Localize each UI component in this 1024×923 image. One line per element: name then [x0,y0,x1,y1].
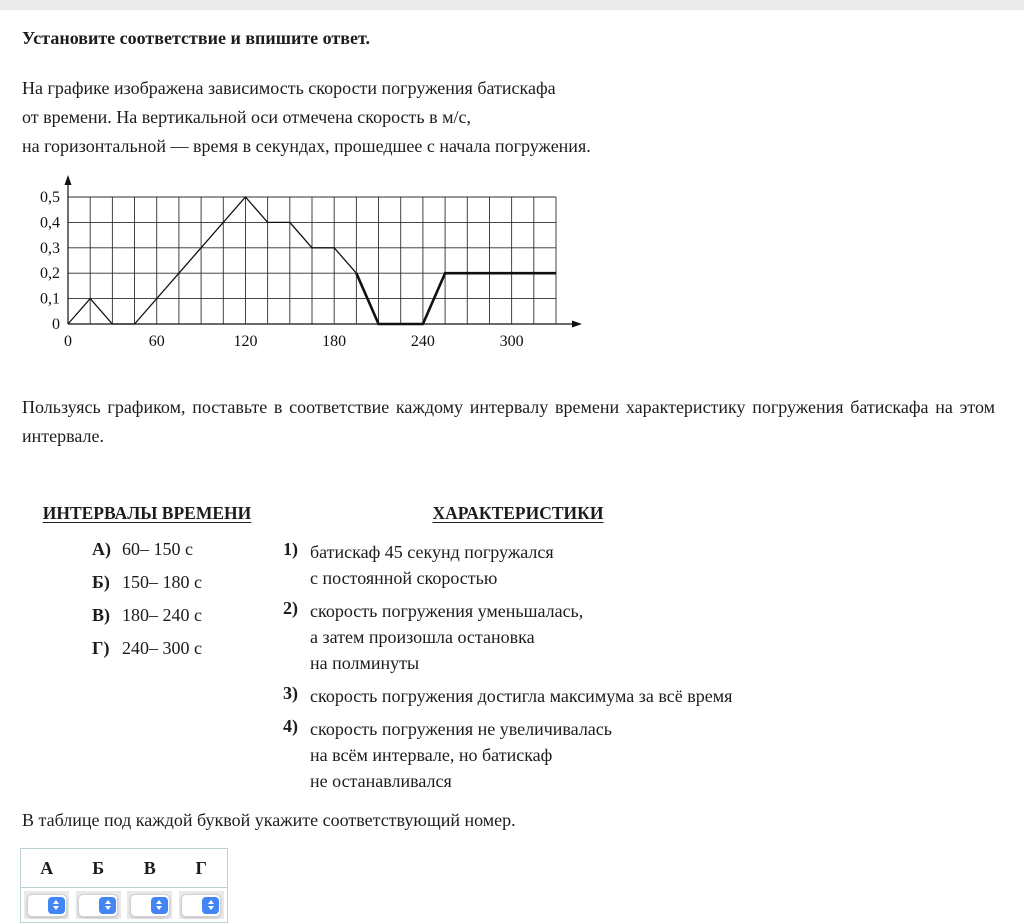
svg-text:0: 0 [52,316,60,333]
svg-text:0,5: 0,5 [40,189,60,206]
characteristic-text: а затем произошла остановка [310,627,535,647]
svg-text:120: 120 [233,333,258,350]
characteristics-column [283,503,753,801]
answer-table-note: В таблице под каждой буквой укажите соответствующий номер. [22,810,516,830]
answer-select-g[interactable] [181,894,221,917]
task-description-line: на горизонтальной — время в секундах, прошедшее с начала погружения. [22,136,591,156]
chevron-up-down-icon [48,897,65,914]
characteristics-header: ХАРАКТЕРИСТИКИ [432,503,604,523]
answer-column-label-a: А [40,857,54,878]
answer-select-a[interactable] [27,894,67,917]
chevron-up-down-icon [151,897,168,914]
chevron-up-down-icon [99,897,116,914]
interval-text: 60– 150 с [122,539,193,559]
characteristic-text: скорость погружения не увеличивалась [310,719,612,739]
characteristic-text: скорость погружения уменьшалась, [310,601,584,621]
chevron-up-down-icon [202,897,219,914]
answer-column-label-g: Г [195,857,207,878]
task-description-line: от времени. На вертикальной оси отмечена скорость в м/с, [22,107,471,127]
characteristics-list [283,539,753,794]
interval-label: Г) [92,638,110,658]
interval-item-a [92,539,257,559]
interval-item-g [92,638,257,658]
answer-select-cell-g [179,891,224,919]
svg-text:0: 0 [64,333,72,350]
answer-column-label-b: Б [92,857,105,878]
svg-text:240: 240 [410,333,435,350]
characteristic-item-1 [283,539,753,591]
characteristic-text: с постоянной скоростью [310,568,498,588]
task-title: Установите соответствие и впишите ответ. [22,28,370,48]
svg-text:0,3: 0,3 [40,239,60,257]
characteristic-text: на полминуты [310,653,420,673]
task-content [0,28,1024,923]
characteristic-label: 3) [283,683,298,703]
characteristic-item-2 [283,598,753,676]
svg-text:300: 300 [499,333,524,350]
answer-select-b[interactable] [78,894,118,917]
matching-instruction: Пользуясь графиком, поставьте в соответствие каждому интервалу времени характеристику погружения батискафа на этом интервале. [22,397,995,446]
svg-text:60: 60 [148,333,165,350]
intervals-header: ИНТЕРВАЛЫ ВРЕМЕНИ [42,503,252,523]
answer-select-v[interactable] [130,894,170,917]
interval-text: 180– 240 с [122,605,202,625]
interval-label: Б) [92,572,110,592]
interval-item-v [92,605,257,625]
characteristic-label: 2) [283,598,298,618]
answer-column-label-v: В [143,857,156,878]
svg-text:180: 180 [322,333,347,350]
svg-text:0,2: 0,2 [40,265,60,283]
intervals-list [37,539,257,658]
intervals-column [37,503,257,801]
speed-chart [28,172,588,362]
characteristic-item-4 [283,716,753,794]
answer-select-cell-b [76,891,121,919]
answer-select-cell-a [24,891,69,919]
svg-text:0,4: 0,4 [40,214,60,232]
svg-text:0,1: 0,1 [40,290,60,308]
interval-text: 150– 180 с [122,572,202,592]
interval-item-b [92,572,257,592]
characteristic-label: 1) [283,539,298,559]
interval-label: В) [92,605,110,625]
characteristic-text: батискаф 45 секунд погружался [310,542,554,562]
top-divider-bar [0,0,1024,10]
matching-columns [22,503,995,801]
characteristic-text: скорость погружения достигла максимума за всё время [310,686,733,706]
task-description [22,74,995,161]
task-description-line: На графике изображена зависимость скорости погружения батискафа [22,78,556,98]
answer-table-header [21,849,227,888]
characteristic-item-3 [283,683,753,709]
characteristic-text: не останавливался [310,771,452,791]
interval-text: 240– 300 с [122,638,202,658]
characteristic-text: на всём интервале, но батискаф [310,745,553,765]
characteristic-label: 4) [283,716,298,736]
answer-select-cell-v [127,891,172,919]
answer-table [20,848,228,923]
interval-label: А) [92,539,111,559]
answer-table-selects-row [21,888,227,922]
